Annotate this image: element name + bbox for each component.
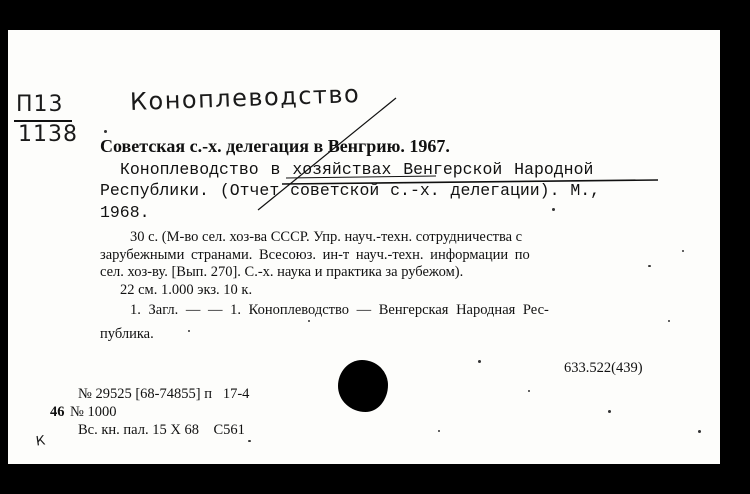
- call-number-line2: 1138: [18, 122, 78, 147]
- speck: [682, 250, 684, 252]
- speck: [308, 320, 310, 322]
- description-line-2: зарубежными странами. Всесоюз. ин-т науч.-техн. информации по: [100, 247, 530, 263]
- speck: [104, 130, 107, 133]
- tracing-line-1: 1. Загл. — — 1. Коноплеводство — Венгерская Народная Рес-: [130, 302, 549, 318]
- body-line-1: Коноплеводство в хозяйствах Венгерской Народной: [120, 160, 594, 179]
- speck: [608, 410, 611, 413]
- speck: [552, 208, 555, 211]
- speck: [188, 330, 190, 332]
- description-line-1: 30 с. (М-во сел. хоз-ва СССР. Упр. науч.-техн. сотрудничества с: [130, 229, 523, 245]
- catalog-card: [8, 30, 720, 464]
- description-line-3: сел. хоз-ву. [Вып. 270]. С.-х. наука и практика за рубежом).: [100, 264, 464, 280]
- title-line: Советская с.-х. делегация в Венгрию. 1967.: [100, 136, 450, 156]
- speck: [478, 360, 481, 363]
- description-line-4: 22 см. 1.000 экз. 10 к.: [120, 282, 253, 298]
- speck: [698, 430, 701, 433]
- speck: [528, 390, 530, 392]
- footer-line-2: № 1000: [70, 404, 117, 420]
- subject-heading: Коноплеводство: [129, 79, 361, 116]
- speck: [248, 440, 251, 442]
- body-line-3: 1968.: [100, 203, 150, 222]
- tracing-line-2: публика.: [100, 326, 154, 342]
- classification-number: 633.522(439): [564, 360, 643, 376]
- footer-line-3: Вс. кн. пал. 15 X 68 С561: [78, 422, 245, 438]
- footer-number-prefix: 46: [50, 404, 65, 420]
- corner-mark: К: [35, 433, 47, 450]
- footer-line-1: № 29525 [68-74855] п 17-4: [78, 386, 250, 402]
- call-number-line1: П13: [16, 92, 64, 117]
- body-line-2: Республики. (Отчет советской с.-х. делегации). М.,: [100, 181, 601, 200]
- ink-blot: [338, 360, 388, 412]
- speck: [648, 265, 651, 267]
- speck: [438, 430, 440, 432]
- speck: [668, 320, 670, 322]
